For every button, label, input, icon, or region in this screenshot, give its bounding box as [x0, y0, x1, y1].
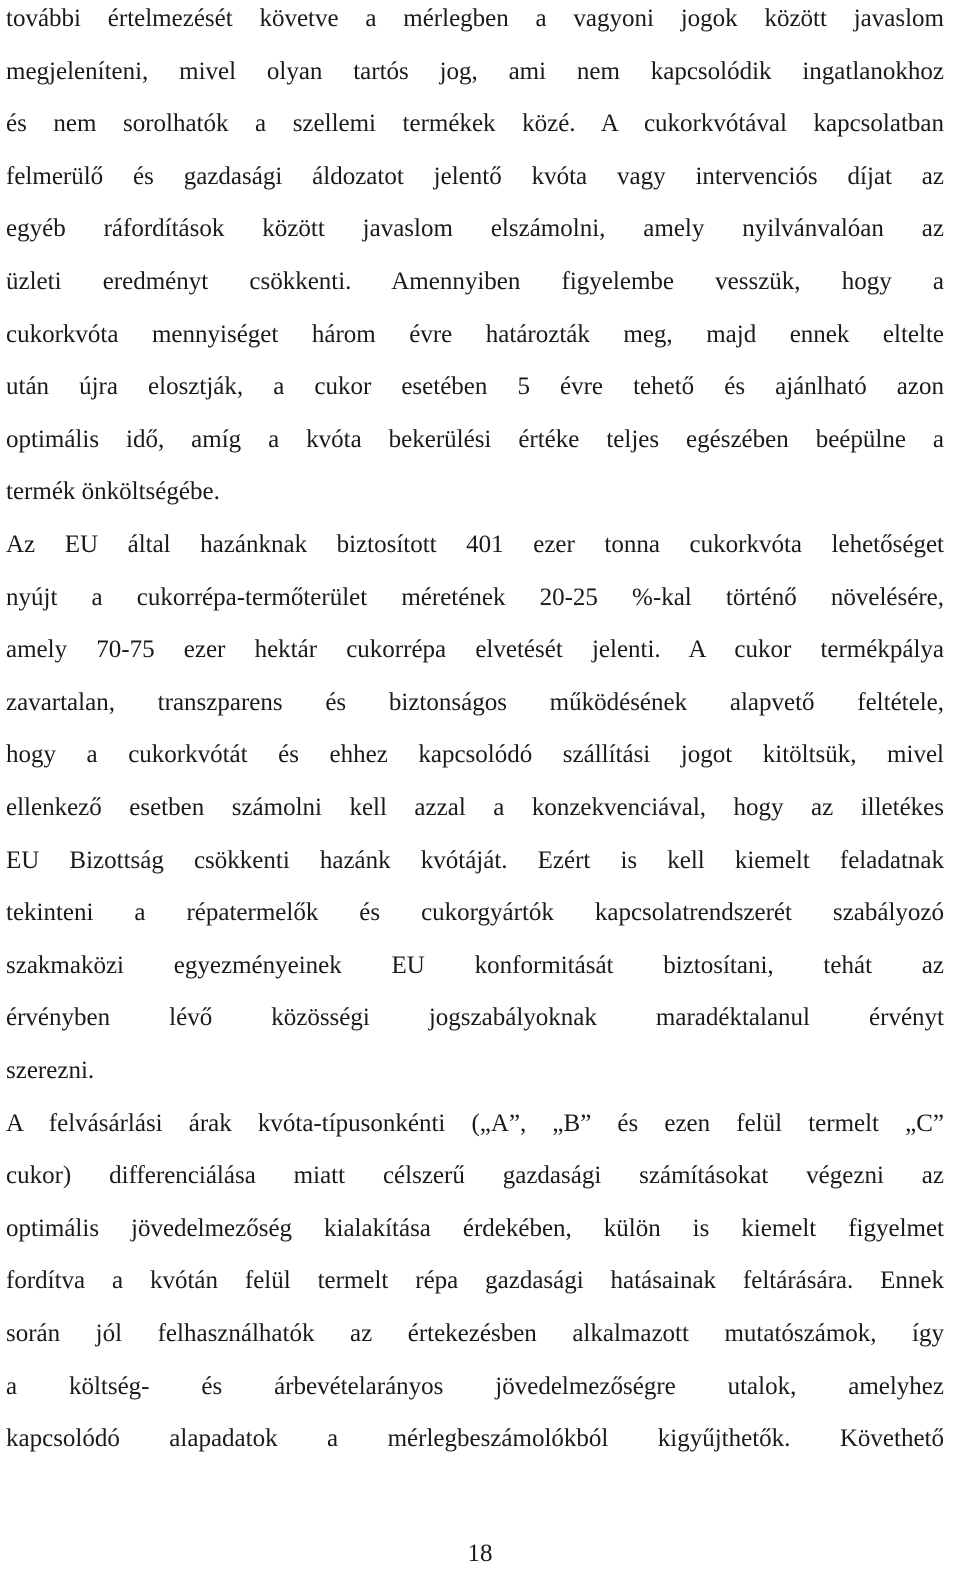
text-line: A felvásárlási árak kvóta-típusonkénti („A”, „B” és ezen felül termelt „C” — [6, 1109, 944, 1137]
text-line: megjeleníteni, mivel olyan tartós jog, ami nem kapcsolódik ingatlanokhoz — [6, 57, 944, 85]
text-line: szerezni. — [6, 1057, 95, 1084]
text-line: egyéb ráfordítások között javaslom elszámolni, amely nyilvánvalóan az — [6, 215, 944, 243]
text-line: cukorkvóta mennyiséget három évre határozták meg, majd ennek eltelte — [6, 320, 944, 348]
text-line: optimális idő, amíg a kvóta bekerülési értéke teljes egészében beépülne a — [6, 425, 944, 453]
text-line: Az EU által hazánknak biztosított 401 ezer tonna cukorkvóta lehetőséget — [6, 531, 944, 558]
text-line: zavartalan, transzparens és biztonságos működésének alapvető feltétele, — [6, 688, 944, 716]
text-line: termék önköltségébe. — [6, 478, 220, 506]
text-line: optimális jövedelmezőség kialakítása érdekében, külön is kiemelt figyelmet — [6, 1214, 944, 1242]
text-line: kapcsolódó alapadatok a mérlegbeszámolókból kigyűjthetők. Követhető — [6, 1425, 944, 1453]
text-line: ellenkező esetben számolni kell azzal a konzekvenciával, hogy az illetékes — [6, 794, 944, 821]
text-line: üzleti eredményt csökkenti. Amennyiben figyelembe vesszük, hogy a — [6, 268, 944, 295]
text-line: után újra elosztják, a cukor esetében 5 évre tehető és ajánlható azon — [6, 373, 944, 401]
text-line: hogy a cukorkvótát és ehhez kapcsolódó szállítási jogot kitöltsük, mivel — [6, 741, 944, 769]
text-line: további értelmezését követve a mérlegben a vagyoni jogok között javaslom — [6, 5, 944, 32]
text-line: fordítva a kvótán felül termelt répa gazdasági hatásainak feltárására. Ennek — [6, 1267, 944, 1295]
text-line: érvényben lévő közösségi jogszabályoknak maradéktalanul érvényt — [6, 1004, 944, 1032]
text-line: cukor) differenciálása miatt célszerű gazdasági számításokat végezni az — [6, 1162, 944, 1190]
text-line: tekinteni a répatermelők és cukorgyártók kapcsolatrendszerét szabályozó — [6, 899, 944, 927]
text-line: felmerülő és gazdasági áldozatot jelentő kvóta vagy intervenciós díjat az — [6, 162, 944, 190]
text-line: nyújt a cukorrépa-termőterület méretének 20-25 %-kal történő növelésére, — [6, 583, 944, 611]
text-line: EU Bizottság csökkenti hazánk kvótáját. Ezért is kell kiemelt feladatnak — [6, 846, 944, 874]
text-line: és nem sorolhatók a szellemi termékek közé. A cukorkvótával kapcsolatban — [6, 110, 944, 138]
text-line: amely 70-75 ezer hektár cukorrépa elvetését jelenti. A cukor termékpálya — [6, 636, 944, 664]
text-line: a költség- és árbevételarányos jövedelmezőségre utalok, amelyhez — [6, 1372, 944, 1400]
text-line: szakmaközi egyezményeinek EU konformitását biztosítani, tehát az — [6, 951, 944, 979]
page-number: 18 — [467, 1540, 493, 1567]
text-line: során jól felhasználhatók az értekezésben alkalmazott mutatószámok, így — [6, 1320, 944, 1347]
